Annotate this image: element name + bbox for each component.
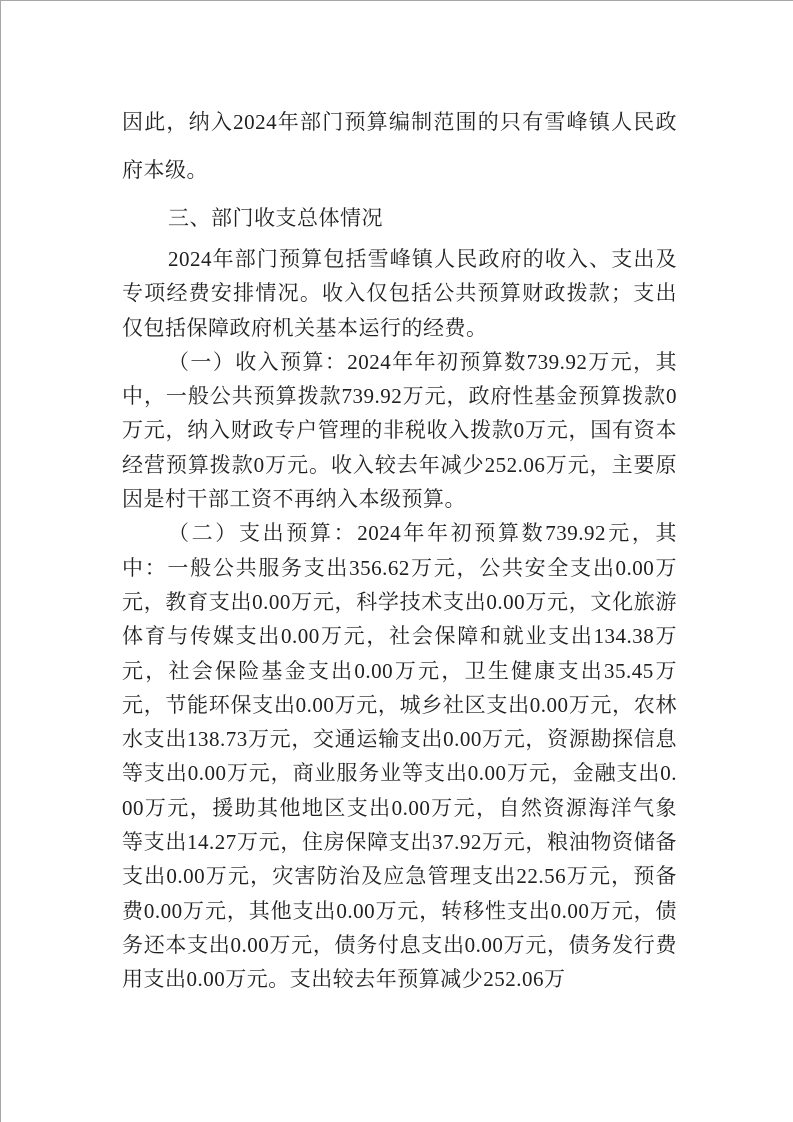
- paragraph-income-budget: （一）收入预算：2024年年初预算数739.92万元，其中，一般公共预算拨款739.92万元，政府性基金预算拨款0万元，纳入财政专户管理的非税收入拨款0万元，国有资本经营预算拨款0万元。收入较去年减少252.06万元，主要原因是村干部工资不再纳入本级预算。: [122, 349, 677, 512]
- paragraph-overview: 2024年部门预算包括雪峰镇人民政府的收入、支出及专项经费安排情况。收入仅包括公共预算财政拨款；支出仅包括保障政府机关基本运行的经费。: [122, 247, 677, 340]
- paragraph-expenditure-budget: （二）支出预算：2024年年初预算数739.92元，其中：一般公共服务支出356.62万元，公共安全支出0.00万元，教育支出0.00万元，科学技术支出0.00万元，文化旅游体育与传媒支出0.00万元，社会保障和就业支出134.38万元，社会保险基金支出0.00万元，卫生健康支出35.45万元，节能环保支出0.00万元，城乡社区支出0.00万元，农林水支出138.73万元，交通运输支出0.00万元，资源勘探信息等支出0.00万元，商业服务业等支出0.00万元，金融支出0.00万元，援助其他地区支出0.00万元，自然资源海洋气象等支出14.27万元，住房保障支出37.92万元，粮油物资储备支出0.00万元，灾害防治及应急管理支出22.56万元，预备费0.00万元，其他支出0.00万元，转移性支出0.00万元，债务还本支出0.00万元，债务付息支出0.00万元，债务发行费用支出0.00万元。支出较去年预算减少252.06万: [122, 521, 677, 992]
- section-heading: 三、部门收支总体情况: [168, 206, 383, 230]
- paragraph-continuation: 因此，纳入2024年部门预算编制范围的只有雪峰镇人民政府本级。: [122, 110, 677, 182]
